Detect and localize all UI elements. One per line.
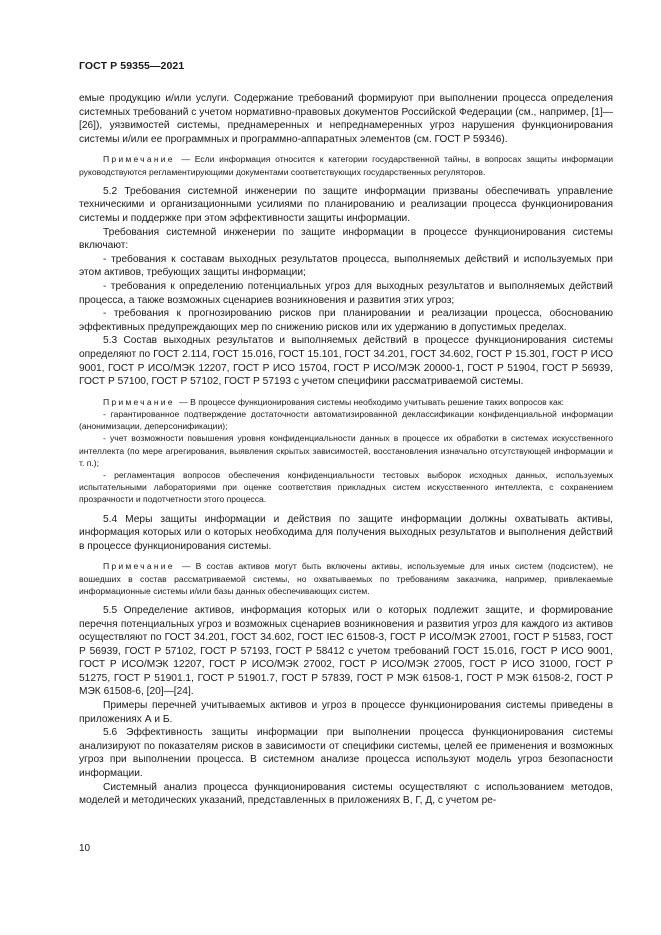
note-label: Примечание — [103, 154, 175, 165]
paragraph-5-6-analysis: Системный анализ процесса функционирования системы осуществляют с использованием методов, моделей и методических указаний, представленных в приложениях В, Г, Д, с учетом ре- — [79, 781, 613, 807]
list-item: - требования к составам выходных результатов процесса, выполняемых действий и используемых при этом активов, требующих защиты информации; — [79, 253, 613, 279]
list-item: - требования к определению потенциальных угроз для выходных результатов и выполняемых действий процесса, а также возможных сценариев возникновения и развития этих угроз; — [79, 280, 613, 306]
paragraph-5-5: 5.5 Определение активов, информация которых или о которых подлежит защите, и формирование перечня потенциальных угроз и возможных сценариев возникновения и развития угроз для каждого из активов осуществляют по ГОСТ 34.201, ГОСТ 34.602, ГОСТ IEC 61508-3, ГОСТ Р ИСО/МЭК 27001, ГОСТ Р 51583, ГОСТ Р 56939, ГОСТ Р 57102, ГОСТ Р 57193, ГОСТ Р 58412 с учетом требований ГОСТ 15.016, ГОСТ Р ИСО 9001, ГОСТ Р ИСО/МЭК 12207, ГОСТ Р ИСО/МЭК 27002, ГОСТ Р ИСО/МЭК 27005, ГОСТ Р ИСО 31000, ГОСТ Р 51275, ГОСТ Р 51901.1, ГОСТ Р 51901.7, ГОСТ Р 57839, ГОСТ Р МЭК 61508-1, ГОСТ Р МЭК 61508-2, ГОСТ Р МЭК 61508-6, [20]—[24]. — [79, 604, 613, 698]
note-2 — [79, 396, 613, 408]
paragraph-5-4: 5.4 Меры защиты информации и действия по защите информации должны охватывать активы, информация которых или о которых необходима для получения выходных результатов и выполнения действий в процессе функционирования системы. — [79, 513, 613, 552]
note-list-item: - учет возможности повышения уровня конфиденциальности данных в процессе их обработки в системах искусственного интеллекта (по мере агрегирования, выявления скрытых зависимостей, восстановления изначально отсутствующей информации и т. п.); — [79, 433, 613, 468]
paragraph-intro: емые продукцию и/или услуги. Содержание требований формируют при выполнении процесса определения системных требований с учетом нормативно-правовых документов Российской Федерации (см., например, [1]—[26]), уязвимостей системы, преднамеренных и непреднамеренных угроз нарушения функционирования системы и/или ее программных и программно-аппаратных элементов (см. ГОСТ Р 59346). — [79, 93, 613, 145]
paragraph-5-5-examples: Примеры перечней учитываемых активов и угроз в процессе функционирования системы приведены в приложениях А и Б. — [79, 700, 613, 725]
note-1 — [79, 153, 613, 177]
note-label: Примечание — [103, 396, 175, 407]
paragraph-5-2: 5.2 Требования системной инженерии по защите информации призваны обеспечивать управление техническими и организационными усилиями по планированию и реализации процесса функционирования системы и поддержке при этом эффективности защиты информации. — [79, 185, 613, 224]
note-text: — В процессе функционирования системы необходимо учитывать решение таких вопросов как: — [179, 396, 564, 407]
list-item: - требования к прогнозированию рисков при планировании и реализации процесса, обоснованию эффективных предупреждающих мер по снижению рисков или их удержанию в допустимых пределах. — [79, 308, 613, 333]
page-number: 10 — [79, 843, 91, 854]
paragraph-5-3: 5.3 Состав выходных результатов и выполняемых действий в процессе функционирования системы определяют по ГОСТ 2.114, ГОСТ 15.016, ГОСТ 15.101, ГОСТ 34.201, ГОСТ 34.602, ГОСТ Р 15.301, ГОСТ Р ИСО 9001, ГОСТ Р ИСО/МЭК 12207, ГОСТ Р ИСО 15704, ГОСТ Р ИСО/МЭК 20000-1, ГОСТ Р 51904, ГОСТ Р 56939, ГОСТ Р 57100, ГОСТ Р 57102, ГОСТ Р 57193 с учетом специфики рассматриваемой системы. — [79, 335, 613, 388]
paragraph-5-2-requirements: Требования системной инженерии по защите информации в процессе функционирования системы включают: — [79, 226, 613, 252]
page-body — [79, 92, 613, 808]
note-list-item: - регламентация вопросов обеспечения конфиденциальности тестовых выборок исходных данных, используемых испытательными лабораториями при оценке соответствия прикладных систем искусственного интеллекта, с сохранением прозрачности и подотчетности этого процесса. — [79, 469, 613, 505]
note-label: Примечание — [103, 561, 175, 572]
note-3 — [79, 560, 613, 597]
document-header: ГОСТ Р 59355—2021 — [79, 60, 185, 72]
paragraph-5-6: 5.6 Эффективность защиты информации при выполнении процесса функционирования системы анализируют по показателям рисков в зависимости от специфики системы, целей ее применения и возможных угроз при выполнении процесса. В системном анализе процесса используют модель угроз безопасности информации. — [79, 727, 613, 780]
note-text: — Если информация относится к категории государственной тайны, в вопросах защиты информации руководствуются регламентирующими документами соответствующих государственных регуляторов. — [79, 154, 614, 177]
note-list-item: - гарантированное подтверждение достаточности автоматизированной деклассификации конфиденциальной информации (анонимизации, деперсонификации); — [79, 408, 613, 432]
note-text: — В состав активов могут быть включены активы, используемые для иных систем (подсистем), не вошедших в состав рассматриваемой системы, но охватываемых по требованиям заказчика, например, привлекаемые информационные системы и/или базы данных обеспечивающих систем. — [79, 561, 613, 596]
